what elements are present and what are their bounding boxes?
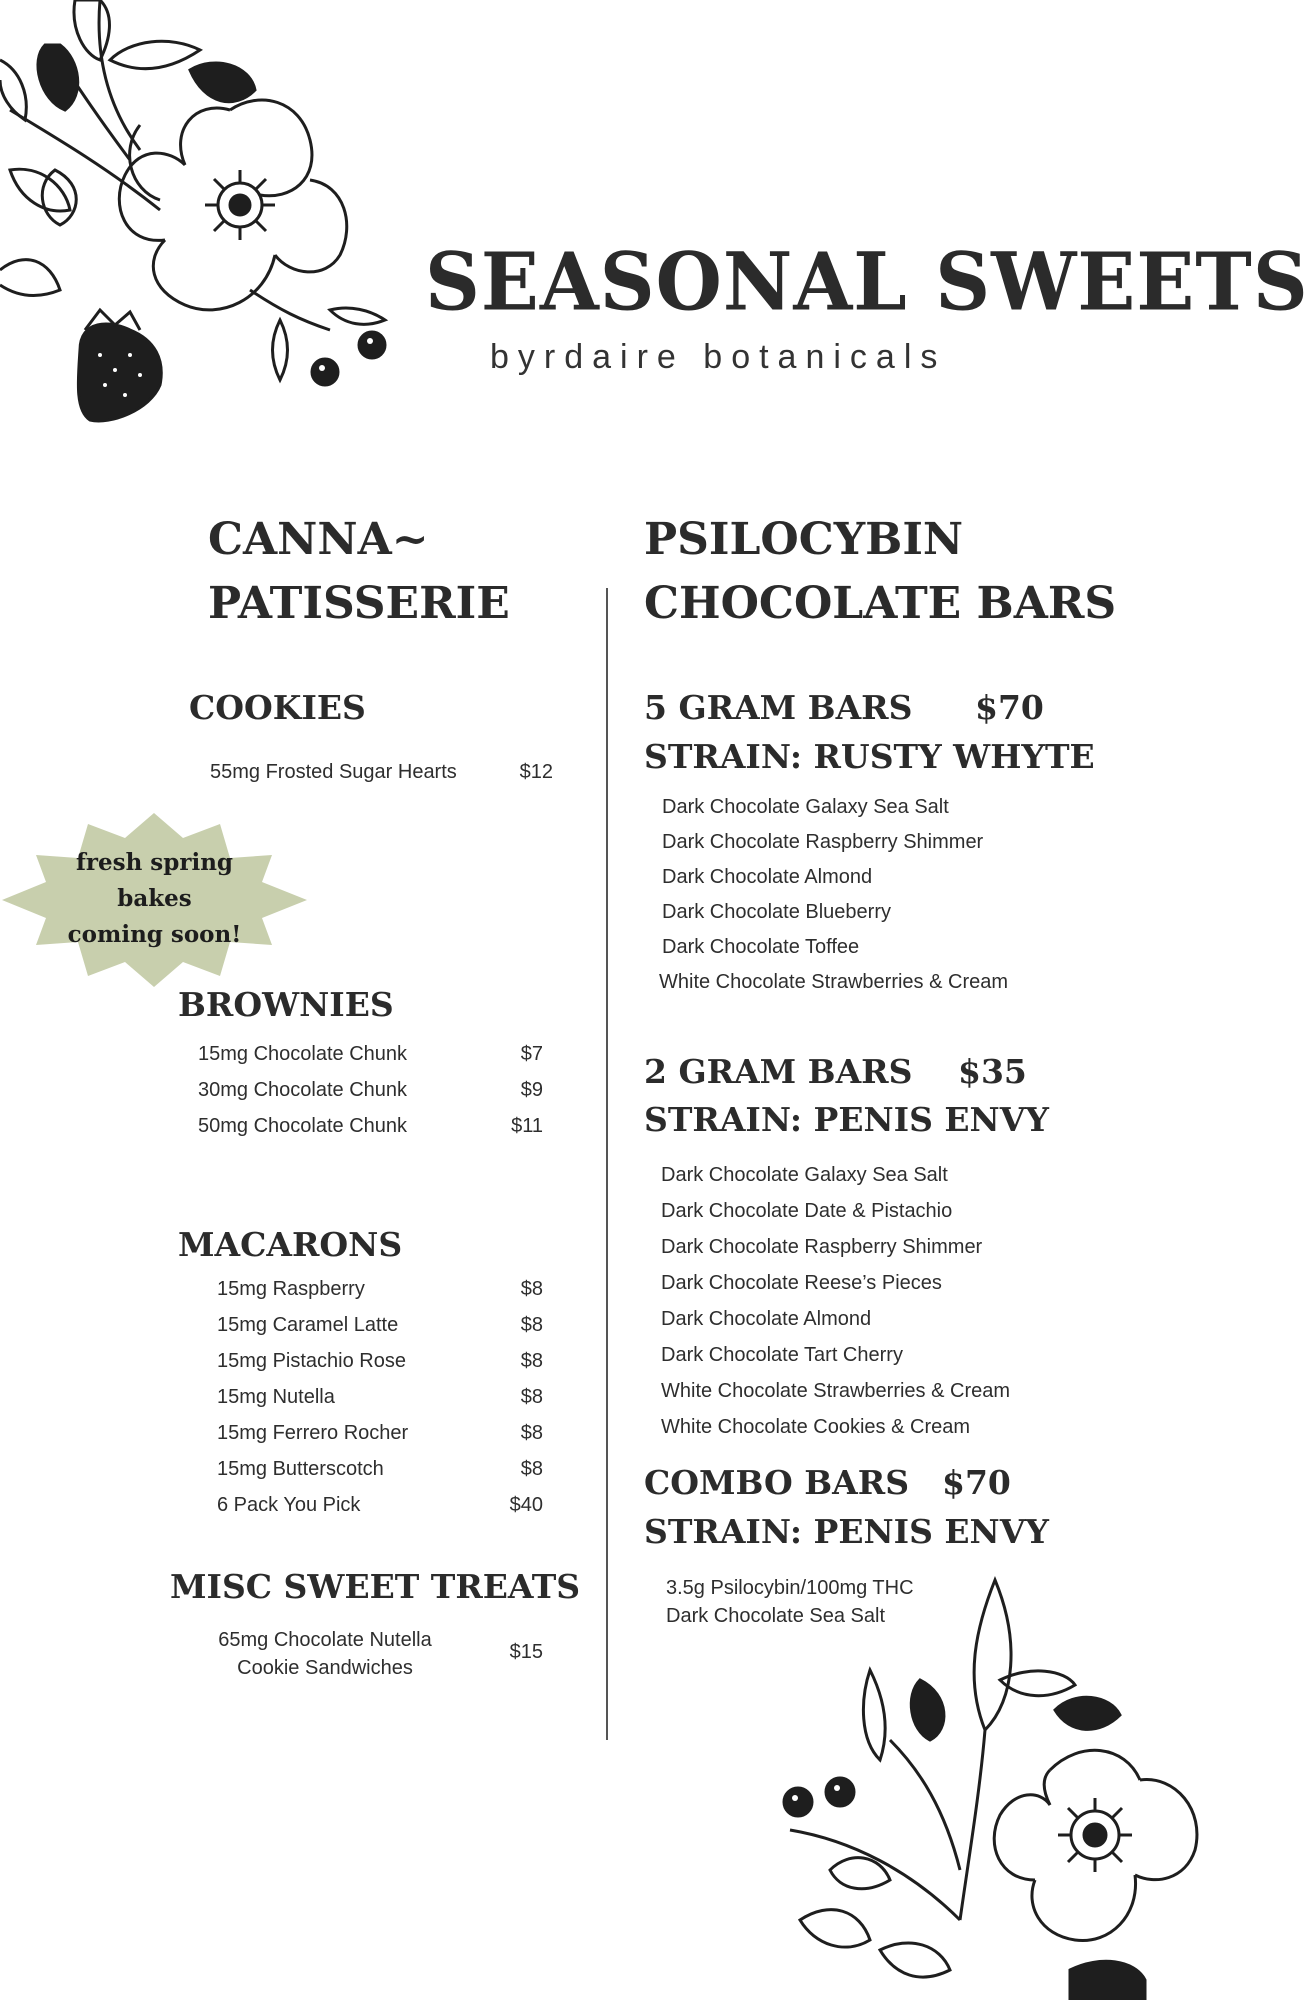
badge-text (2, 845, 307, 953)
menu-item-price: $7 (520, 1043, 543, 1065)
list-item: Dark Chocolate Almond (662, 866, 873, 888)
menu-item-price: $9 (520, 1079, 543, 1101)
menu-item-price: $40 (509, 1494, 543, 1516)
combo-strain: STRAIN: PENIS ENVY (644, 1512, 1049, 1551)
menu-item-name: 15mg Nutella (217, 1386, 335, 1408)
brownies-heading: BROWNIES (178, 985, 394, 1024)
list-item: Dark Chocolate Galaxy Sea Salt (661, 1164, 948, 1186)
combo-line2: Dark Chocolate Sea Salt (666, 1605, 886, 1627)
right-heading-line1: PSILOCYBIN (644, 514, 964, 565)
menu-item-price: $8 (520, 1458, 543, 1480)
right-column-heading (644, 508, 1116, 636)
list-item: White Chocolate Strawberries & Cream (661, 1380, 1011, 1402)
menu-item-name: 15mg Caramel Latte (217, 1314, 399, 1336)
badge-line1: fresh spring (75, 849, 233, 876)
menu-item-price: $8 (520, 1386, 543, 1408)
flower-strawberry-illustration-icon (0, 0, 400, 430)
list-item: Dark Chocolate Almond (661, 1308, 872, 1330)
badge-line2: bakes (117, 885, 192, 912)
misc-heading: MISC SWEET TREATS (170, 1567, 581, 1606)
five-gram-list (659, 790, 1009, 1000)
combo-price: $70 (942, 1463, 1011, 1502)
macarons-heading: MACARONS (178, 1225, 403, 1264)
menu-item-name: 50mg Chocolate Chunk (198, 1115, 408, 1137)
list-item: Dark Chocolate Blueberry (662, 901, 891, 923)
menu-item-name: 6 Pack You Pick (217, 1494, 361, 1516)
list-item: Dark Chocolate Raspberry Shimmer (662, 831, 984, 853)
list-item: Dark Chocolate Raspberry Shimmer (661, 1236, 983, 1258)
list-item: Dark Chocolate Toffee (662, 936, 860, 958)
list-item: Dark Chocolate Date & Pistachio (661, 1200, 953, 1222)
right-heading-line2: CHOCOLATE BARS (644, 578, 1117, 629)
menu-item-name: 15mg Pistachio Rose (217, 1350, 406, 1372)
five-gram-price: $70 (975, 688, 1044, 727)
flower-illustration-icon (770, 1570, 1214, 2000)
menu-item-price: $8 (520, 1422, 543, 1444)
list-item: White Chocolate Strawberries & Cream (659, 971, 1009, 993)
left-heading-line1: CANNA~ (208, 514, 429, 565)
page-title: SEASONAL SWEETS (425, 235, 1309, 329)
list-item: Dark Chocolate Galaxy Sea Salt (662, 796, 949, 818)
menu-item-name: 30mg Chocolate Chunk (198, 1079, 408, 1101)
list-item: White Chocolate Cookies & Cream (661, 1416, 971, 1438)
menu-item-name: 55mg Frosted Sugar Hearts (210, 761, 457, 783)
combo-line1: 3.5g Psilocybin/100mg THC (666, 1577, 914, 1599)
two-gram-heading: 2 GRAM BARS (644, 1052, 913, 1091)
left-heading-line2: PATISSERIE (208, 578, 510, 629)
list-item: Dark Chocolate Tart Cherry (661, 1344, 903, 1366)
misc-item-price: $15 (509, 1641, 543, 1663)
misc-item-name (180, 1626, 470, 1682)
left-column-heading (208, 508, 510, 636)
menu-item-name: 15mg Chocolate Chunk (198, 1043, 408, 1065)
two-gram-strain: STRAIN: PENIS ENVY (644, 1100, 1049, 1139)
menu-item-price: $11 (511, 1115, 543, 1137)
menu-item-name: 15mg Ferrero Rocher (217, 1422, 409, 1444)
menu-item-price: $8 (520, 1314, 543, 1336)
cookies-heading: COOKIES (189, 688, 366, 727)
misc-item-line1: 65mg Chocolate Nutella (218, 1629, 432, 1651)
list-item: Dark Chocolate Reese’s Pieces (661, 1272, 942, 1294)
combo-heading: COMBO BARS (644, 1463, 910, 1502)
two-gram-list (661, 1157, 1010, 1445)
column-divider (606, 588, 608, 1740)
menu-item-price: $12 (519, 761, 553, 783)
page-subtitle: byrdaire botanicals (490, 338, 947, 376)
misc-item-line2: Cookie Sandwiches (237, 1657, 413, 1679)
menu-item-price: $8 (520, 1350, 543, 1372)
five-gram-heading: 5 GRAM BARS (644, 688, 913, 727)
menu-item-name: 15mg Butterscotch (217, 1458, 384, 1480)
badge-line3: coming soon! (67, 921, 242, 948)
five-gram-strain: STRAIN: RUSTY WHYTE (644, 737, 1095, 776)
menu-item-name: 15mg Raspberry (217, 1278, 365, 1300)
combo-description (666, 1574, 914, 1630)
two-gram-price: $35 (958, 1052, 1027, 1091)
menu-item-price: $8 (520, 1278, 543, 1300)
